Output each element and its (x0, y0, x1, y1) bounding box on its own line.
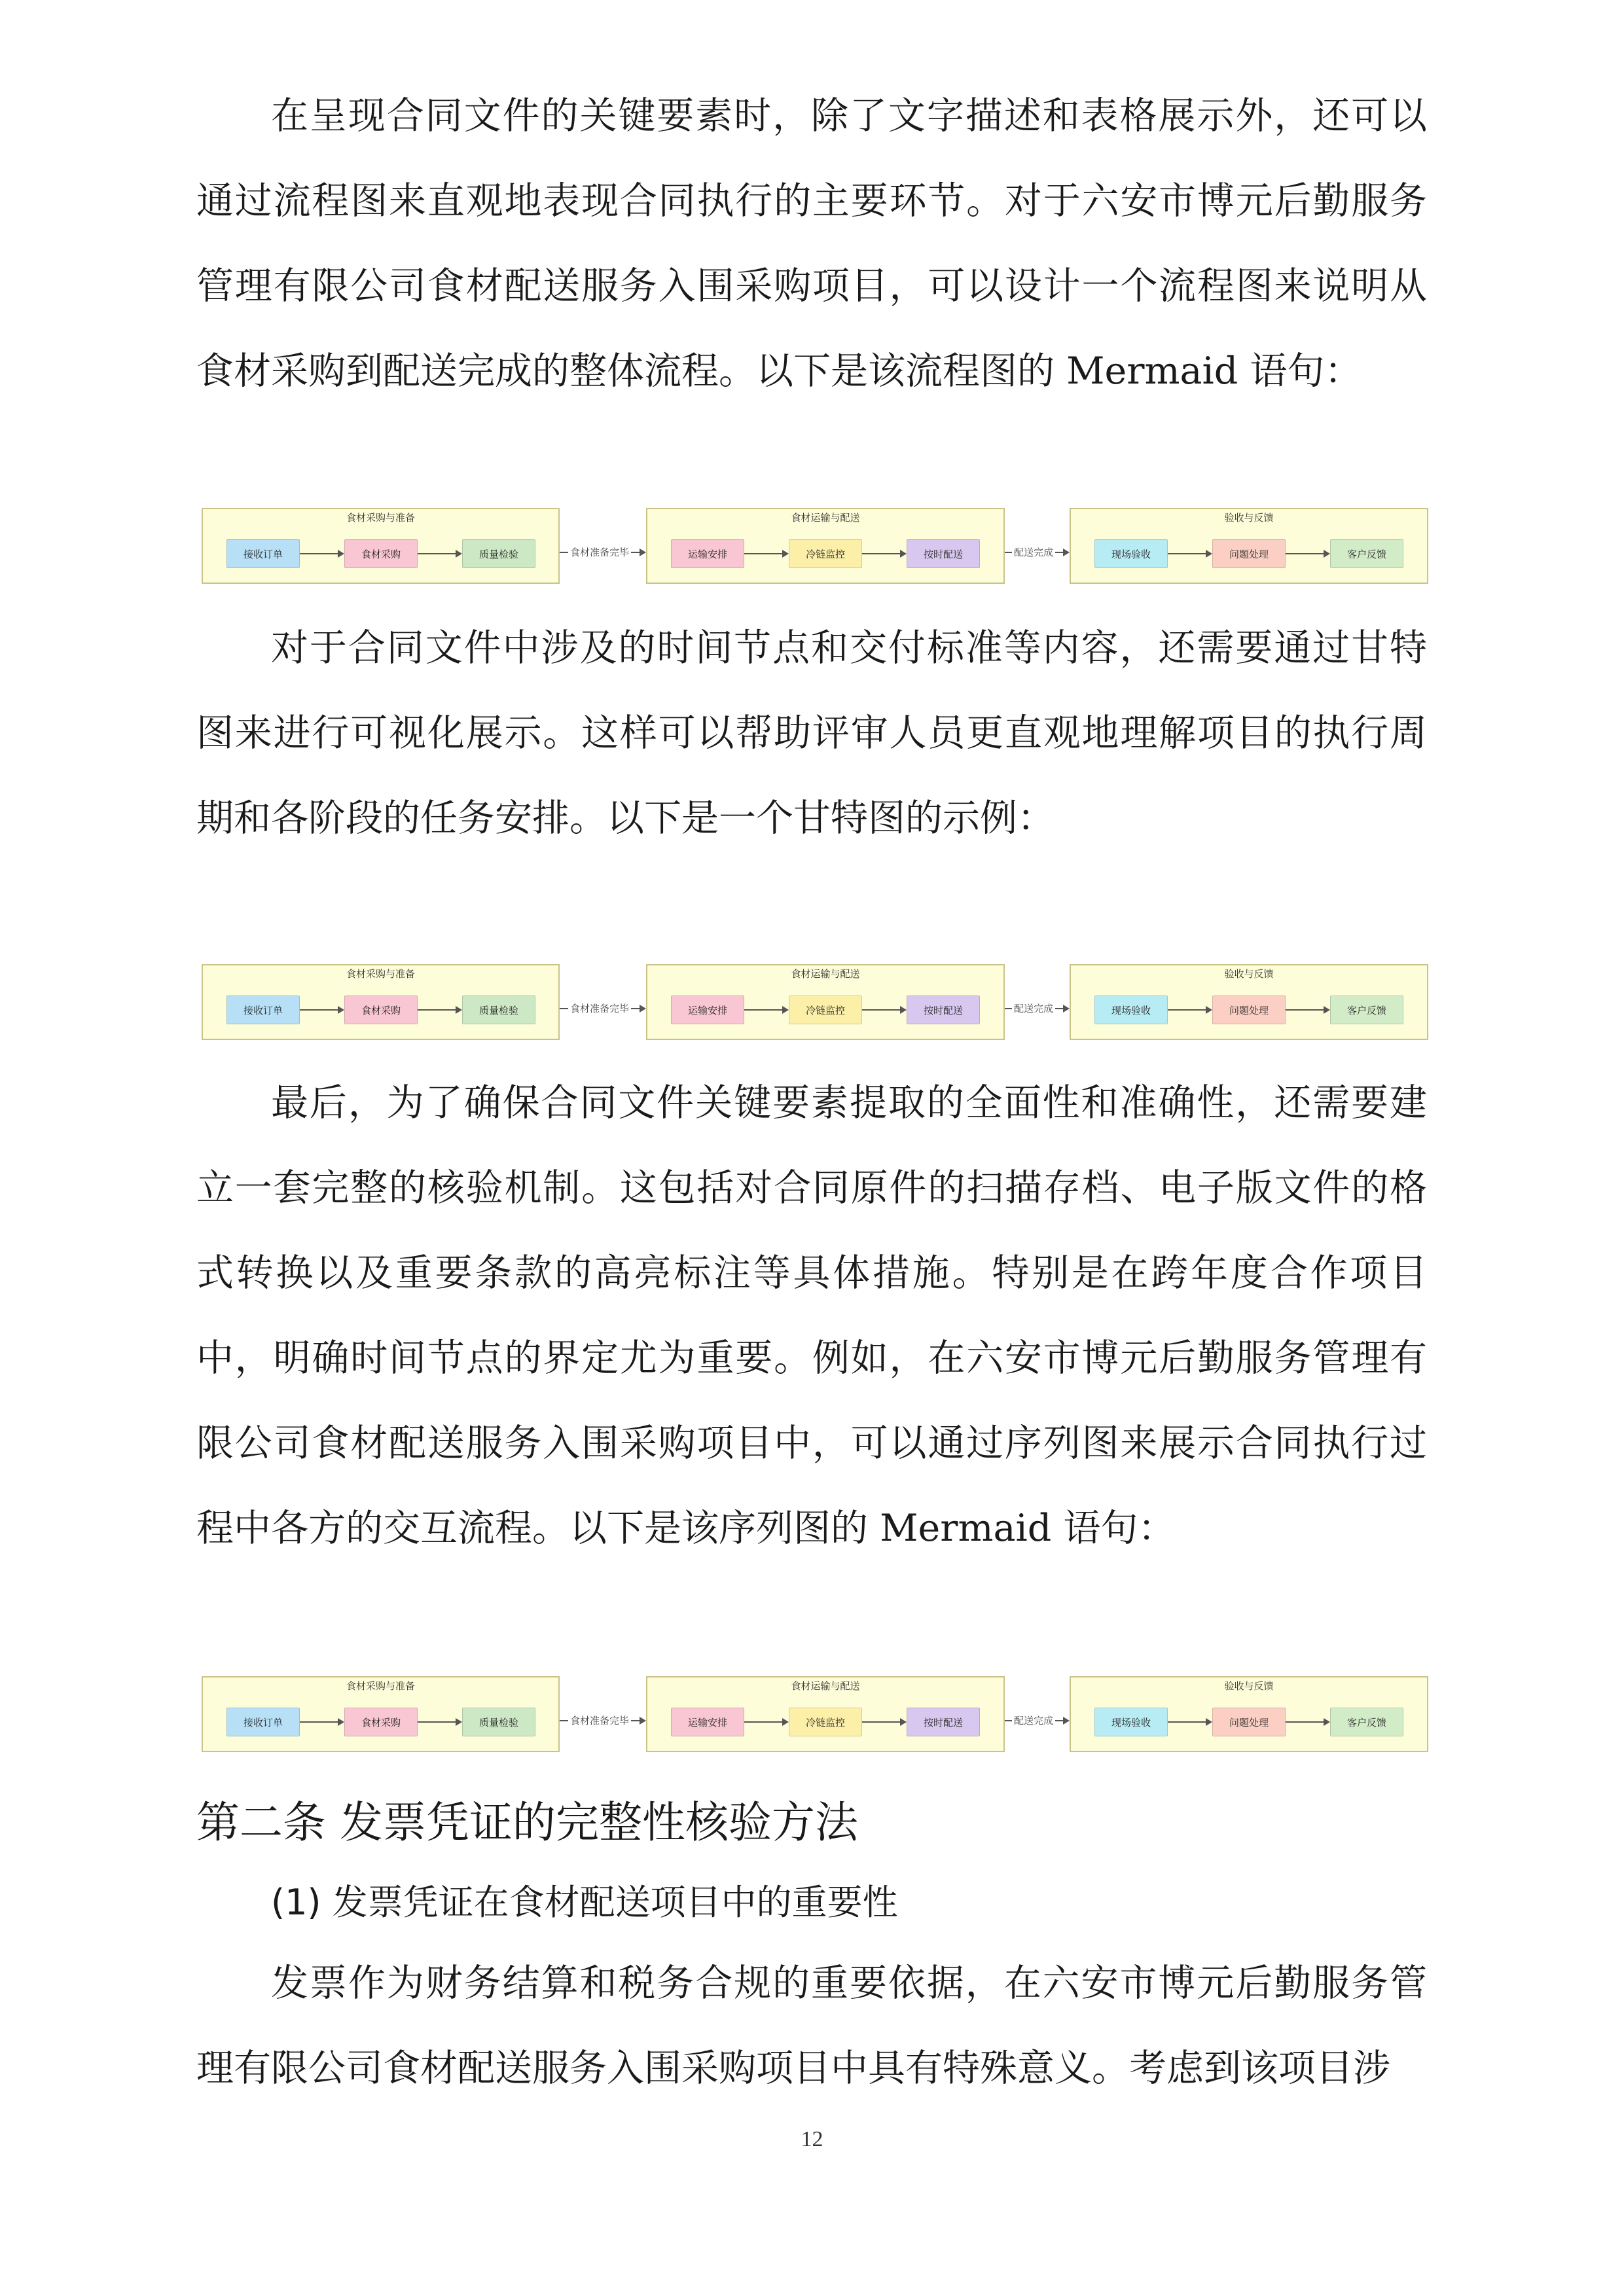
flow-node-transport-plan: 运输安排 (671, 996, 744, 1024)
paragraph-intro-sequence: 最后，为了确保合同文件关键要素提取的全面性和准确性，还需要建立一套完整的核验机制。这包括对合同原件的扫描存档、电子版文件的格式转换以及重要条款的高亮标注等具体措施。特别是在跨年度合作项目中，明确时间节点的界定尤为重要。例如，在六安市博元后勤服务管理有限公司食材配送服务入围采购项目中，可以通过序列图来展示合同执行过程中各方的交互流程。以下是该序列图的 Mermaid 语句： (196, 1081, 1427, 1550)
flow-node-issue-handling: 问题处理 (1212, 539, 1286, 568)
flow-node-customer-feedback: 客户反馈 (1330, 996, 1403, 1024)
flow-node-on-time-delivery: 按时配送 (907, 996, 980, 1024)
flow-arrow (1286, 553, 1329, 554)
flow-group-acceptance (1070, 508, 1428, 584)
flow-group-procurement (202, 508, 560, 584)
flow-group-title: 食材采购与准备 (346, 512, 415, 524)
flow-link-label: 食材准备完毕 (568, 1713, 631, 1727)
flowchart-figure-2 (202, 964, 1432, 1041)
flow-group-title: 食材运输与配送 (791, 512, 860, 524)
flow-node-cold-chain: 冷链监控 (789, 996, 862, 1024)
flow-node-onsite-acceptance: 现场验收 (1094, 539, 1168, 568)
flow-node-onsite-acceptance: 现场验收 (1094, 996, 1168, 1024)
flow-arrow (418, 1721, 461, 1723)
flow-node-receive-order: 接收订单 (226, 1708, 300, 1736)
flow-group-title: 食材采购与准备 (346, 1680, 415, 1692)
flow-group-acceptance (1070, 1676, 1428, 1752)
flow-arrow (1168, 1009, 1211, 1011)
flow-node-purchase: 食材采购 (344, 539, 418, 568)
subsection-heading: (1) 发票凭证在食材配送项目中的重要性 (271, 1882, 898, 1923)
flow-arrow (862, 553, 905, 554)
flow-node-onsite-acceptance: 现场验收 (1094, 1708, 1168, 1736)
flow-node-quality-check: 质量检验 (462, 539, 535, 568)
flow-node-issue-handling: 问题处理 (1212, 996, 1286, 1024)
flow-arrow (1286, 1009, 1329, 1011)
flow-node-transport-plan: 运输安排 (671, 539, 744, 568)
flow-node-on-time-delivery: 按时配送 (907, 539, 980, 568)
flow-link-label: 配送完成 (1012, 1713, 1055, 1727)
flow-arrow (418, 1009, 461, 1011)
flow-group-procurement (202, 1676, 560, 1752)
flow-arrow (862, 1721, 905, 1723)
flow-node-purchase: 食材采购 (344, 1708, 418, 1736)
flow-link-label: 配送完成 (1012, 545, 1055, 559)
flow-node-on-time-delivery: 按时配送 (907, 1708, 980, 1736)
paragraph-intro-gantt: 对于合同文件中涉及的时间节点和交付标准等内容，还需要通过甘特图来进行可视化展示。这样可以帮助评审人员更直观地理解项目的执行周期和各阶段的任务安排。以下是一个甘特图的示例： (196, 626, 1427, 840)
flow-arrow (862, 1009, 905, 1011)
flow-link-label: 食材准备完毕 (568, 1001, 631, 1015)
flow-node-customer-feedback: 客户反馈 (1330, 1708, 1403, 1736)
flow-arrow (744, 1009, 787, 1011)
flow-group-title: 验收与反馈 (1224, 968, 1274, 980)
flow-arrow (300, 1721, 343, 1723)
flow-arrow (1286, 1721, 1329, 1723)
flow-arrow (1168, 553, 1211, 554)
flow-group-title: 验收与反馈 (1224, 1680, 1274, 1692)
flow-group-transport (646, 508, 1005, 584)
flow-node-transport-plan: 运输安排 (671, 1708, 744, 1736)
flow-group-transport (646, 1676, 1005, 1752)
flow-node-cold-chain: 冷链监控 (789, 1708, 862, 1736)
flow-node-customer-feedback: 客户反馈 (1330, 539, 1403, 568)
flow-link-label: 配送完成 (1012, 1001, 1055, 1015)
flow-group-title: 食材运输与配送 (791, 1680, 860, 1692)
section-heading: 第二条 发票凭证的完整性核验方法 (196, 1797, 858, 1848)
paragraph-invoice: 发票作为财务结算和税务合规的重要依据，在六安市博元后勤服务管理有限公司食材配送服务入围采购项目中具有特殊意义。考虑到该项目涉 (196, 1962, 1427, 2090)
page-number: 12 (801, 2127, 823, 2151)
flow-arrow (1168, 1721, 1211, 1723)
flow-group-acceptance (1070, 964, 1428, 1040)
flowchart-figure-3 (202, 1676, 1432, 1753)
flow-group-title: 验收与反馈 (1224, 512, 1274, 524)
flow-group-title: 食材运输与配送 (791, 968, 860, 980)
flow-arrow (300, 553, 343, 554)
flow-node-issue-handling: 问题处理 (1212, 1708, 1286, 1736)
flow-node-receive-order: 接收订单 (226, 996, 300, 1024)
flow-arrow (744, 1721, 787, 1723)
flow-node-quality-check: 质量检验 (462, 996, 535, 1024)
flow-node-receive-order: 接收订单 (226, 539, 300, 568)
flow-node-quality-check: 质量检验 (462, 1708, 535, 1736)
flow-group-title: 食材采购与准备 (346, 968, 415, 980)
flow-link-label: 食材准备完毕 (568, 545, 631, 559)
flowchart-figure-1 (202, 508, 1432, 585)
flow-node-cold-chain: 冷链监控 (789, 539, 862, 568)
flow-arrow (418, 553, 461, 554)
flow-group-procurement (202, 964, 560, 1040)
paragraph-intro-flowchart: 在呈现合同文件的关键要素时，除了文字描述和表格展示外，还可以通过流程图来直观地表现合同执行的主要环节。对于六安市博元后勤服务管理有限公司食材配送服务入围采购项目，可以设计一个流程图来说明从食材采购到配送完成的整体流程。以下是该流程图的 Mermaid 语句： (196, 94, 1427, 393)
flow-node-purchase: 食材采购 (344, 996, 418, 1024)
flow-arrow (744, 553, 787, 554)
flow-arrow (300, 1009, 343, 1011)
flow-group-transport (646, 964, 1005, 1040)
